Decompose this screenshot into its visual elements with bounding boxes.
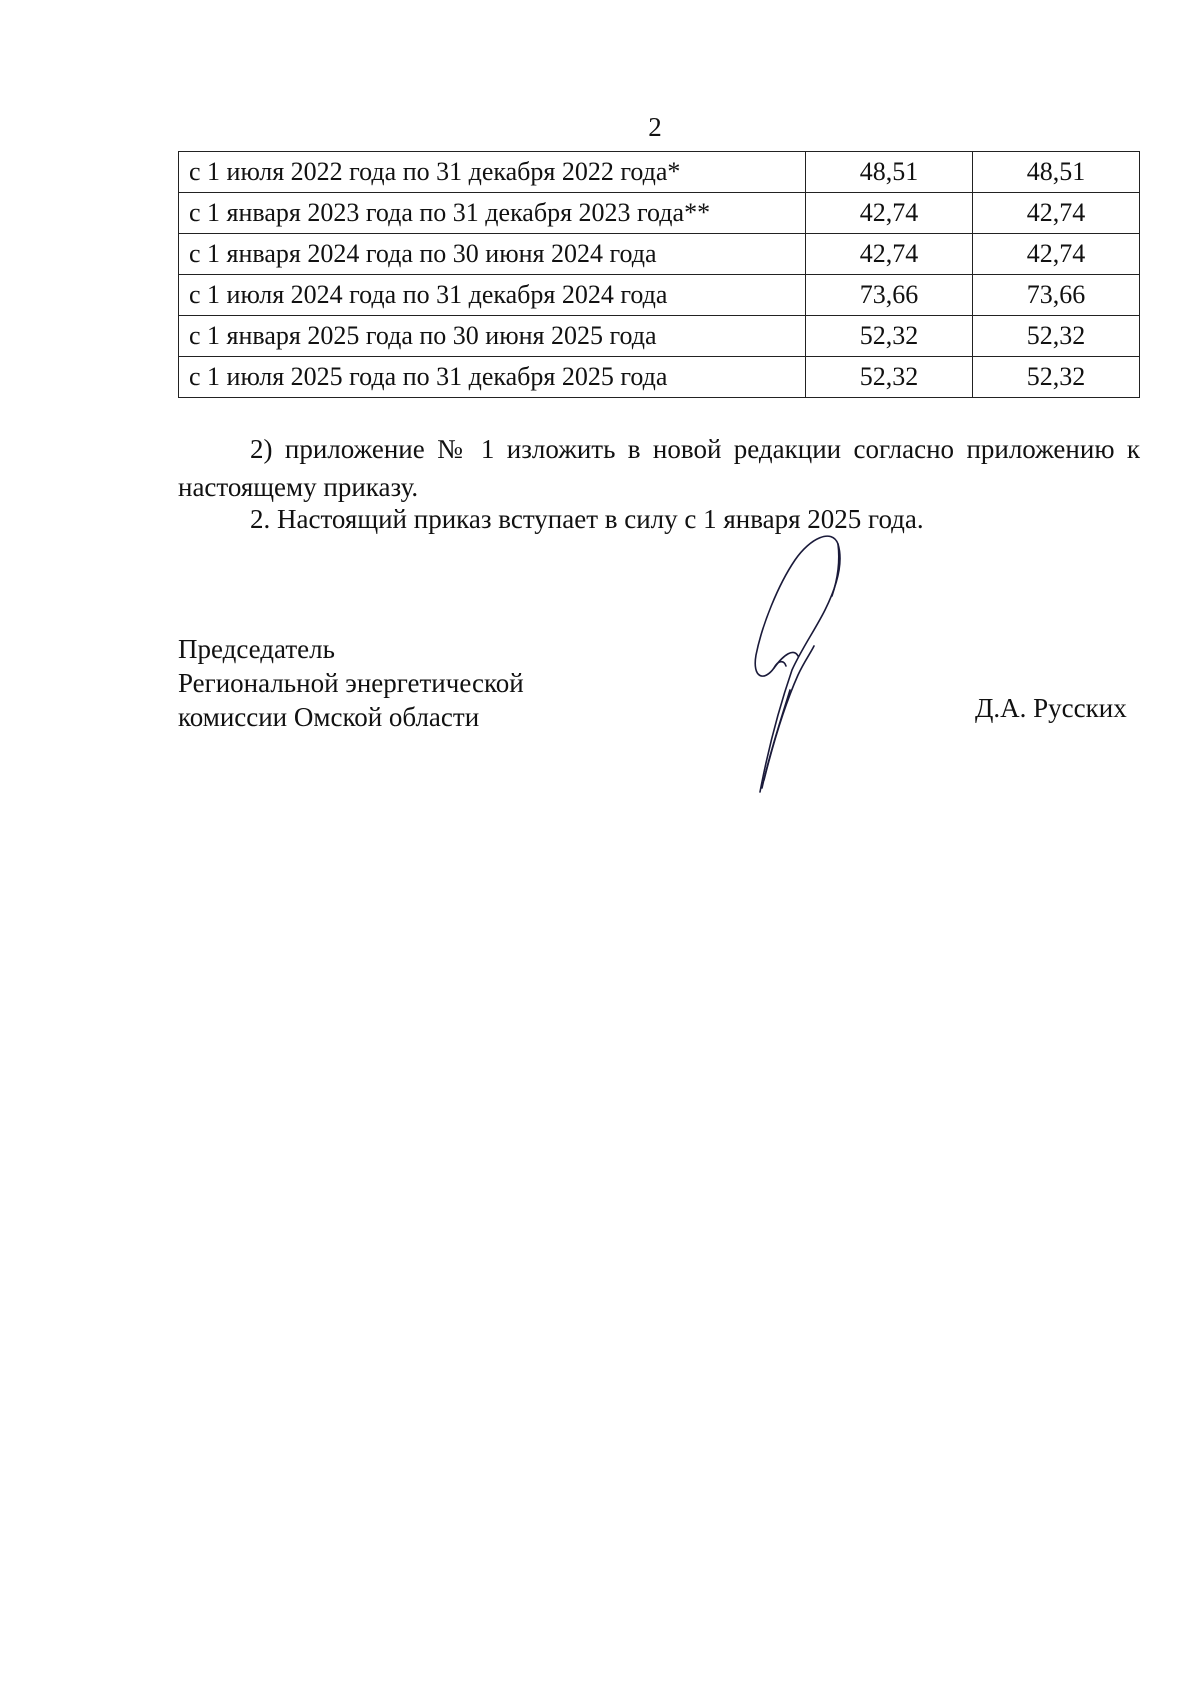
- table-row: [179, 357, 1140, 398]
- table-cell-period: с 1 января 2024 года по 30 июня 2024 года: [179, 234, 806, 275]
- table-row: [179, 316, 1140, 357]
- table-cell-period: с 1 июля 2024 года по 31 декабря 2024 года: [179, 275, 806, 316]
- table-cell-value: 52,32: [806, 357, 973, 398]
- table-row: [179, 234, 1140, 275]
- paragraph-item-2: 2. Настоящий приказ вступает в силу с 1 января 2025 года.: [250, 504, 924, 534]
- table-cell-period: с 1 января 2025 года по 30 июня 2025 года: [179, 316, 806, 357]
- table-cell-value: 73,66: [806, 275, 973, 316]
- table-cell-value: 52,32: [973, 316, 1140, 357]
- signatory-title-line: Председатель: [178, 634, 335, 664]
- signatory-title: [178, 632, 524, 734]
- page-number: 2: [648, 112, 662, 142]
- table-row: [179, 193, 1140, 234]
- table-cell-value: 42,74: [806, 234, 973, 275]
- table-cell-value: 48,51: [806, 152, 973, 193]
- table-cell-value: 42,74: [806, 193, 973, 234]
- table-cell-value: 42,74: [973, 234, 1140, 275]
- table-row: [179, 275, 1140, 316]
- paragraph-item-2-sub-2: 2) приложение № 1 изложить в новой редакции согласно приложению к настоящему приказу.: [178, 434, 1140, 502]
- signer-name: Д.А. Русских: [975, 693, 1127, 723]
- table-row: [179, 152, 1140, 193]
- table-cell-value: 42,74: [973, 193, 1140, 234]
- table-cell-period: с 1 июля 2022 года по 31 декабря 2022 года*: [179, 152, 806, 193]
- table-cell-period: с 1 июля 2025 года по 31 декабря 2025 года: [179, 357, 806, 398]
- table-cell-value: 52,32: [806, 316, 973, 357]
- signatory-title-line: Региональной энергетической: [178, 668, 524, 698]
- table-cell-value: 73,66: [973, 275, 1140, 316]
- table-cell-value: 48,51: [973, 152, 1140, 193]
- handwritten-signature: [740, 530, 890, 800]
- table-cell-value: 52,32: [973, 357, 1140, 398]
- signatory-title-line: комиссии Омской области: [178, 702, 480, 732]
- tariff-table: [178, 151, 1140, 398]
- table-cell-period: с 1 января 2023 года по 31 декабря 2023 года**: [179, 193, 806, 234]
